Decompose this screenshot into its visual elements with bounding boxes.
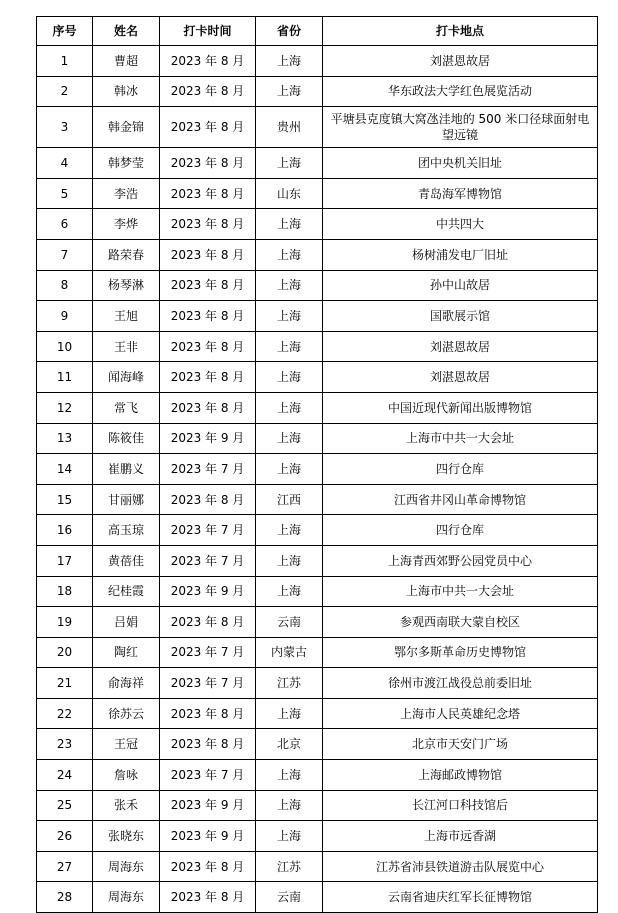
cell-index: 11 xyxy=(37,362,93,393)
cell-checkin-place: 国歌展示馆 xyxy=(323,301,598,332)
cell-index: 27 xyxy=(37,851,93,882)
cell-name: 陶红 xyxy=(93,637,160,668)
table-row xyxy=(37,790,598,821)
cell-checkin-time: 2023 年 7 月 xyxy=(160,760,256,791)
cell-province: 江苏 xyxy=(256,668,323,699)
cell-checkin-time: 2023 年 8 月 xyxy=(160,729,256,760)
cell-checkin-time: 2023 年 8 月 xyxy=(160,851,256,882)
table-row xyxy=(37,821,598,852)
cell-index: 5 xyxy=(37,178,93,209)
cell-name: 韩梦莹 xyxy=(93,148,160,179)
cell-checkin-time: 2023 年 8 月 xyxy=(160,209,256,240)
cell-checkin-time: 2023 年 8 月 xyxy=(160,484,256,515)
cell-checkin-time: 2023 年 8 月 xyxy=(160,607,256,638)
cell-index: 16 xyxy=(37,515,93,546)
cell-checkin-time: 2023 年 7 月 xyxy=(160,545,256,576)
cell-name: 曹超 xyxy=(93,46,160,77)
cell-index: 10 xyxy=(37,331,93,362)
cell-index: 8 xyxy=(37,270,93,301)
cell-checkin-time: 2023 年 8 月 xyxy=(160,46,256,77)
cell-name: 韩冰 xyxy=(93,76,160,107)
cell-province: 贵州 xyxy=(256,107,323,148)
cell-province: 云南 xyxy=(256,882,323,913)
header-checkin-place: 打卡地点 xyxy=(323,17,598,46)
cell-province: 上海 xyxy=(256,515,323,546)
cell-checkin-time: 2023 年 9 月 xyxy=(160,821,256,852)
cell-checkin-place: 上海邮政博物馆 xyxy=(323,760,598,791)
header-row xyxy=(37,17,598,46)
cell-checkin-place: 徐州市渡江战役总前委旧址 xyxy=(323,668,598,699)
cell-index: 13 xyxy=(37,423,93,454)
cell-index: 17 xyxy=(37,545,93,576)
header-checkin-time: 打卡时间 xyxy=(160,17,256,46)
cell-checkin-place: 华东政法大学红色展览活动 xyxy=(323,76,598,107)
cell-name: 徐苏云 xyxy=(93,698,160,729)
table-row xyxy=(37,209,598,240)
header-name: 姓名 xyxy=(93,17,160,46)
table-row xyxy=(37,178,598,209)
cell-checkin-place: 长江河口科技馆后 xyxy=(323,790,598,821)
table-row xyxy=(37,607,598,638)
table-row xyxy=(37,239,598,270)
cell-name: 周海东 xyxy=(93,851,160,882)
table-row xyxy=(37,454,598,485)
cell-checkin-place: 四行仓库 xyxy=(323,454,598,485)
cell-checkin-time: 2023 年 8 月 xyxy=(160,76,256,107)
cell-name: 闻海峰 xyxy=(93,362,160,393)
cell-checkin-place: 鄂尔多斯革命历史博物馆 xyxy=(323,637,598,668)
cell-checkin-place: 杨树浦发电厂旧址 xyxy=(323,239,598,270)
cell-index: 15 xyxy=(37,484,93,515)
cell-checkin-time: 2023 年 8 月 xyxy=(160,239,256,270)
cell-province: 上海 xyxy=(256,209,323,240)
checkin-table xyxy=(36,16,598,913)
cell-checkin-place: 江苏省沛县铁道游击队展览中心 xyxy=(323,851,598,882)
cell-name: 俞海祥 xyxy=(93,668,160,699)
table-row xyxy=(37,301,598,332)
cell-checkin-place: 刘湛恩故居 xyxy=(323,331,598,362)
cell-index: 25 xyxy=(37,790,93,821)
cell-checkin-place: 上海市中共一大会址 xyxy=(323,423,598,454)
cell-index: 20 xyxy=(37,637,93,668)
cell-name: 崔鹏义 xyxy=(93,454,160,485)
table-row xyxy=(37,637,598,668)
cell-province: 上海 xyxy=(256,790,323,821)
cell-name: 陈筱佳 xyxy=(93,423,160,454)
cell-checkin-time: 2023 年 8 月 xyxy=(160,107,256,148)
cell-checkin-place: 刘湛恩故居 xyxy=(323,46,598,77)
header-province: 省份 xyxy=(256,17,323,46)
header-index: 序号 xyxy=(37,17,93,46)
cell-checkin-time: 2023 年 8 月 xyxy=(160,270,256,301)
cell-province: 上海 xyxy=(256,454,323,485)
cell-checkin-place: 上海市人民英雄纪念塔 xyxy=(323,698,598,729)
cell-index: 6 xyxy=(37,209,93,240)
cell-name: 王旭 xyxy=(93,301,160,332)
cell-index: 23 xyxy=(37,729,93,760)
cell-index: 2 xyxy=(37,76,93,107)
cell-checkin-time: 2023 年 9 月 xyxy=(160,423,256,454)
cell-province: 上海 xyxy=(256,239,323,270)
cell-checkin-time: 2023 年 8 月 xyxy=(160,882,256,913)
cell-index: 18 xyxy=(37,576,93,607)
cell-checkin-time: 2023 年 8 月 xyxy=(160,362,256,393)
cell-index: 7 xyxy=(37,239,93,270)
cell-province: 北京 xyxy=(256,729,323,760)
cell-checkin-time: 2023 年 7 月 xyxy=(160,515,256,546)
table-row xyxy=(37,270,598,301)
cell-name: 杨琴淋 xyxy=(93,270,160,301)
cell-name: 李烨 xyxy=(93,209,160,240)
cell-checkin-place: 青岛海军博物馆 xyxy=(323,178,598,209)
cell-checkin-time: 2023 年 7 月 xyxy=(160,668,256,699)
cell-province: 山东 xyxy=(256,178,323,209)
cell-index: 14 xyxy=(37,454,93,485)
cell-index: 26 xyxy=(37,821,93,852)
cell-checkin-place: 平塘县克度镇大窝氹洼地的 500 米口径球面射电望远镜 xyxy=(323,107,598,148)
cell-name: 张晓东 xyxy=(93,821,160,852)
cell-index: 22 xyxy=(37,698,93,729)
table-row xyxy=(37,46,598,77)
table-header xyxy=(37,17,598,46)
cell-province: 上海 xyxy=(256,301,323,332)
table-row xyxy=(37,392,598,423)
cell-province: 内蒙古 xyxy=(256,637,323,668)
cell-name: 詹咏 xyxy=(93,760,160,791)
cell-name: 李浩 xyxy=(93,178,160,209)
cell-province: 上海 xyxy=(256,392,323,423)
cell-province: 上海 xyxy=(256,331,323,362)
cell-checkin-time: 2023 年 9 月 xyxy=(160,790,256,821)
cell-province: 上海 xyxy=(256,270,323,301)
cell-index: 4 xyxy=(37,148,93,179)
cell-checkin-time: 2023 年 8 月 xyxy=(160,392,256,423)
table-body xyxy=(37,46,598,913)
cell-name: 王冠 xyxy=(93,729,160,760)
cell-checkin-place: 江西省井冈山革命博物馆 xyxy=(323,484,598,515)
table-row xyxy=(37,423,598,454)
table-row xyxy=(37,668,598,699)
table-row xyxy=(37,148,598,179)
table-row xyxy=(37,882,598,913)
cell-checkin-time: 2023 年 8 月 xyxy=(160,331,256,362)
table-row xyxy=(37,76,598,107)
cell-checkin-place: 云南省迪庆红军长征博物馆 xyxy=(323,882,598,913)
cell-name: 张禾 xyxy=(93,790,160,821)
cell-province: 江苏 xyxy=(256,851,323,882)
cell-name: 路荣春 xyxy=(93,239,160,270)
table-row xyxy=(37,576,598,607)
cell-checkin-place: 上海市中共一大会址 xyxy=(323,576,598,607)
cell-name: 周海东 xyxy=(93,882,160,913)
cell-name: 黄蓓佳 xyxy=(93,545,160,576)
cell-province: 上海 xyxy=(256,545,323,576)
cell-name: 韩金锦 xyxy=(93,107,160,148)
cell-index: 12 xyxy=(37,392,93,423)
cell-checkin-time: 2023 年 8 月 xyxy=(160,178,256,209)
table-row xyxy=(37,484,598,515)
table-row xyxy=(37,851,598,882)
cell-checkin-place: 北京市天安门广场 xyxy=(323,729,598,760)
cell-province: 云南 xyxy=(256,607,323,638)
table-row xyxy=(37,760,598,791)
cell-checkin-place: 团中央机关旧址 xyxy=(323,148,598,179)
cell-name: 王非 xyxy=(93,331,160,362)
cell-checkin-place: 参观西南联大蒙自校区 xyxy=(323,607,598,638)
cell-province: 上海 xyxy=(256,821,323,852)
cell-checkin-place: 中国近现代新闻出版博物馆 xyxy=(323,392,598,423)
cell-name: 甘丽娜 xyxy=(93,484,160,515)
cell-province: 上海 xyxy=(256,698,323,729)
cell-name: 纪桂霞 xyxy=(93,576,160,607)
cell-checkin-time: 2023 年 9 月 xyxy=(160,576,256,607)
cell-index: 3 xyxy=(37,107,93,148)
cell-province: 上海 xyxy=(256,576,323,607)
table-row xyxy=(37,729,598,760)
cell-province: 江西 xyxy=(256,484,323,515)
table-row xyxy=(37,331,598,362)
cell-checkin-time: 2023 年 8 月 xyxy=(160,148,256,179)
cell-index: 1 xyxy=(37,46,93,77)
cell-name: 常飞 xyxy=(93,392,160,423)
cell-index: 19 xyxy=(37,607,93,638)
cell-index: 24 xyxy=(37,760,93,791)
cell-province: 上海 xyxy=(256,46,323,77)
table-row xyxy=(37,545,598,576)
cell-checkin-time: 2023 年 8 月 xyxy=(160,301,256,332)
cell-checkin-place: 上海市远香湖 xyxy=(323,821,598,852)
cell-province: 上海 xyxy=(256,76,323,107)
cell-checkin-place: 刘湛恩故居 xyxy=(323,362,598,393)
table-row xyxy=(37,515,598,546)
cell-province: 上海 xyxy=(256,423,323,454)
cell-index: 21 xyxy=(37,668,93,699)
cell-province: 上海 xyxy=(256,760,323,791)
cell-checkin-time: 2023 年 7 月 xyxy=(160,454,256,485)
cell-checkin-time: 2023 年 8 月 xyxy=(160,698,256,729)
cell-index: 28 xyxy=(37,882,93,913)
table-row xyxy=(37,107,598,148)
cell-checkin-place: 中共四大 xyxy=(323,209,598,240)
cell-province: 上海 xyxy=(256,148,323,179)
cell-checkin-place: 四行仓库 xyxy=(323,515,598,546)
cell-checkin-time: 2023 年 7 月 xyxy=(160,637,256,668)
cell-province: 上海 xyxy=(256,362,323,393)
cell-name: 吕娟 xyxy=(93,607,160,638)
cell-index: 9 xyxy=(37,301,93,332)
cell-checkin-place: 上海青西郊野公园党员中心 xyxy=(323,545,598,576)
cell-name: 高玉琼 xyxy=(93,515,160,546)
cell-checkin-place: 孙中山故居 xyxy=(323,270,598,301)
table-row xyxy=(37,362,598,393)
table-row xyxy=(37,698,598,729)
